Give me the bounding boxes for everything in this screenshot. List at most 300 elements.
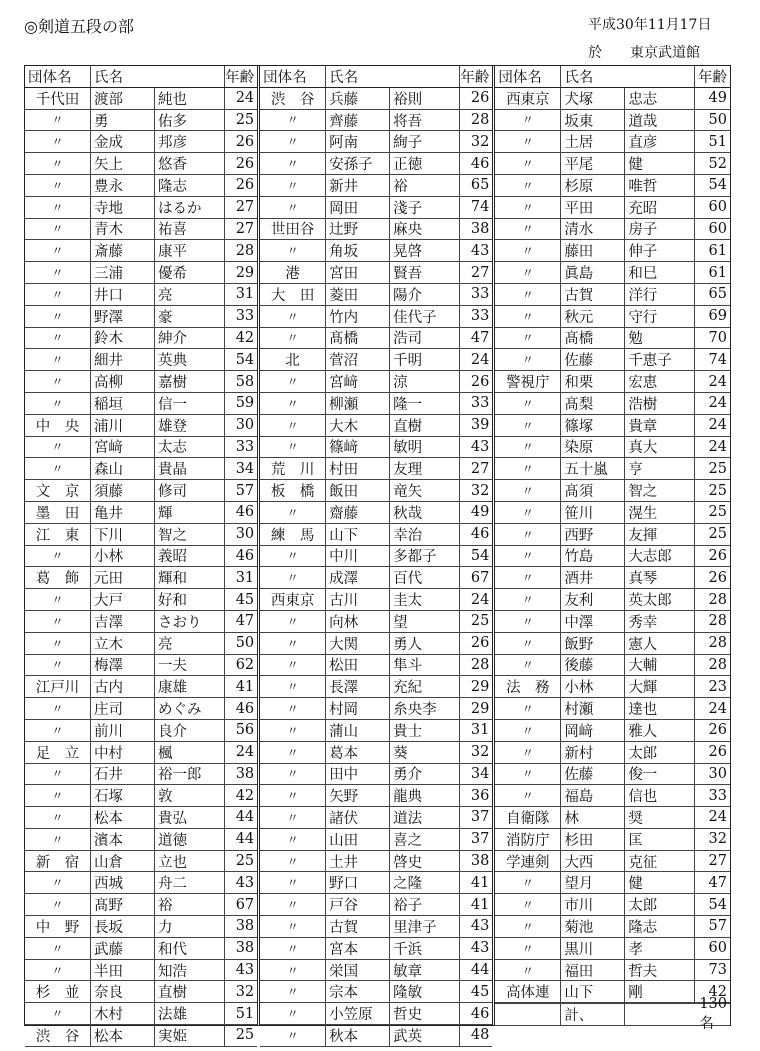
table-row xyxy=(25,284,257,306)
given-name-cell: 裕 xyxy=(390,175,460,196)
age-cell: 24 xyxy=(470,351,490,368)
org-cell: 〃 xyxy=(495,284,561,305)
age-cell: 47 xyxy=(235,613,255,630)
age-cell: 24 xyxy=(708,809,727,826)
given-name-cell: 充昭 xyxy=(625,197,695,218)
table-row xyxy=(495,938,730,960)
surname-cell: 平田 xyxy=(561,197,625,218)
age-cell: 24 xyxy=(708,395,727,412)
org-cell: 〃 xyxy=(25,153,91,174)
given-name-cell: 麻央 xyxy=(390,219,460,240)
table-row xyxy=(495,480,730,502)
org-cell: 西東京 xyxy=(495,88,561,109)
age-cell: 32 xyxy=(470,744,490,761)
surname-cell: 小林 xyxy=(561,676,625,697)
age-cell: 69 xyxy=(708,308,727,325)
surname-cell: 村瀬 xyxy=(561,698,625,719)
org-cell: 〃 xyxy=(25,393,91,414)
age-cell: 67 xyxy=(235,896,255,913)
given-name-cell: 太郎 xyxy=(625,894,695,915)
surname-cell: 染原 xyxy=(561,437,625,458)
age-cell: 26 xyxy=(470,635,490,652)
table-row xyxy=(260,611,492,633)
given-name-cell: 貴士 xyxy=(390,720,460,741)
table-row xyxy=(25,829,257,851)
table-row xyxy=(495,262,730,284)
table-row xyxy=(25,938,257,960)
age-cell: 73 xyxy=(708,962,727,979)
age-cell: 65 xyxy=(470,177,490,194)
table-row xyxy=(495,916,730,938)
table-row xyxy=(495,524,730,546)
org-cell: 西東京 xyxy=(260,589,326,610)
surname-cell: 大木 xyxy=(326,415,390,436)
surname-cell: 黒川 xyxy=(561,938,625,959)
age-cell: 24 xyxy=(470,591,490,608)
header-name-spacer xyxy=(390,66,460,87)
age-cell: 31 xyxy=(235,286,255,303)
age-cell: 26 xyxy=(708,547,727,564)
surname-cell: 土井 xyxy=(326,851,390,872)
table-row xyxy=(495,981,730,1003)
org-cell: 〃 xyxy=(495,480,561,501)
table-row xyxy=(260,981,492,1003)
given-name-cell: 太志 xyxy=(155,437,225,458)
org-cell: 〃 xyxy=(25,589,91,610)
surname-cell: 山倉 xyxy=(91,851,155,872)
given-name-cell: 充紀 xyxy=(390,676,460,697)
org-cell: 〃 xyxy=(260,371,326,392)
org-cell: 〃 xyxy=(260,175,326,196)
surname-cell: 福島 xyxy=(561,785,625,806)
given-name-cell: 克征 xyxy=(625,851,695,872)
surname-cell: 栄国 xyxy=(326,960,390,981)
surname-cell: 大関 xyxy=(326,633,390,654)
org-cell: 〃 xyxy=(260,633,326,654)
table-row xyxy=(260,894,492,916)
org-cell: 江戸川 xyxy=(25,676,91,697)
org-cell: 〃 xyxy=(260,1003,326,1024)
given-name-cell: 康平 xyxy=(155,240,225,261)
org-cell: 〃 xyxy=(25,458,91,479)
table-row xyxy=(495,415,730,437)
table-row xyxy=(25,851,257,873)
given-name-cell: 義昭 xyxy=(155,546,225,567)
given-name-cell: 佳代子 xyxy=(390,306,460,327)
org-cell: 〃 xyxy=(260,502,326,523)
table-row xyxy=(260,458,492,480)
org-cell: 〃 xyxy=(25,720,91,741)
given-name-cell: 裕子 xyxy=(390,894,460,915)
age-cell: 34 xyxy=(235,460,255,477)
surname-cell: 石塚 xyxy=(91,785,155,806)
given-name-cell: 亮 xyxy=(155,633,225,654)
age-cell: 27 xyxy=(235,199,255,216)
surname-cell: 小笠原 xyxy=(326,1003,390,1024)
surname-cell: 亀井 xyxy=(91,502,155,523)
age-cell: 42 xyxy=(235,787,255,804)
surname-cell: 成澤 xyxy=(326,567,390,588)
surname-cell: 村田 xyxy=(326,458,390,479)
given-name-cell: 貴弘 xyxy=(155,807,225,828)
surname-cell: 濱本 xyxy=(91,829,155,850)
given-name-cell: 信也 xyxy=(625,785,695,806)
org-cell: 〃 xyxy=(495,393,561,414)
age-cell: 26 xyxy=(708,569,727,586)
age-cell: 27 xyxy=(470,264,490,281)
age-cell: 26 xyxy=(470,90,490,107)
surname-cell: 諸伏 xyxy=(326,807,390,828)
age-cell: 27 xyxy=(470,460,490,477)
table-row xyxy=(495,458,730,480)
table-row xyxy=(260,524,492,546)
org-cell: 〃 xyxy=(260,153,326,174)
given-name-cell: 優希 xyxy=(155,262,225,283)
given-name-cell: 和代 xyxy=(155,938,225,959)
org-cell: 〃 xyxy=(260,698,326,719)
surname-cell: 齊藤 xyxy=(326,110,390,131)
given-name-cell: 正徳 xyxy=(390,153,460,174)
surname-cell: 青木 xyxy=(91,219,155,240)
table-row xyxy=(495,393,730,415)
age-cell: 65 xyxy=(708,286,727,303)
surname-cell: 渡部 xyxy=(91,88,155,109)
org-cell: 文 京 xyxy=(25,480,91,501)
org-cell: 葛 飾 xyxy=(25,567,91,588)
table-row xyxy=(25,110,257,132)
age-cell: 43 xyxy=(235,962,255,979)
surname-cell: 角坂 xyxy=(326,240,390,261)
table-row xyxy=(260,262,492,284)
org-cell xyxy=(495,1004,561,1025)
table-row xyxy=(495,785,730,807)
age-cell: 43 xyxy=(470,242,490,259)
total-label: 計、 xyxy=(561,1004,625,1025)
given-name-cell: 勉 xyxy=(625,328,695,349)
table-row xyxy=(495,219,730,241)
table-row xyxy=(260,938,492,960)
table-row xyxy=(260,720,492,742)
roster-column xyxy=(257,66,492,1045)
given-name-cell: 糸央李 xyxy=(390,698,460,719)
table-row xyxy=(25,415,257,437)
given-name-cell: 孝 xyxy=(625,938,695,959)
surname-cell: 宮本 xyxy=(326,938,390,959)
org-cell: 〃 xyxy=(25,633,91,654)
table-row xyxy=(25,240,257,262)
org-cell: 荒 川 xyxy=(260,458,326,479)
given-name-cell: 龍典 xyxy=(390,785,460,806)
table-row xyxy=(260,349,492,371)
surname-cell: 矢野 xyxy=(326,785,390,806)
surname-cell: 向林 xyxy=(326,611,390,632)
org-cell: 〃 xyxy=(495,502,561,523)
given-name-cell: 勇介 xyxy=(390,764,460,785)
surname-cell: 竹島 xyxy=(561,546,625,567)
surname-cell: 宮﨑 xyxy=(326,371,390,392)
given-name-cell: 雄登 xyxy=(155,415,225,436)
table-row xyxy=(260,437,492,459)
header-name: 氏名 xyxy=(564,69,594,86)
age-cell: 44 xyxy=(235,809,255,826)
surname-cell: 宗本 xyxy=(326,981,390,1002)
org-cell: 港 xyxy=(260,262,326,283)
table-row xyxy=(495,589,730,611)
given-name-cell: 輝和 xyxy=(155,567,225,588)
table-row xyxy=(25,676,257,698)
age-cell: 25 xyxy=(708,460,727,477)
age-cell: 23 xyxy=(708,678,727,695)
org-cell: 〃 xyxy=(495,546,561,567)
given-name-cell: 里津子 xyxy=(390,916,460,937)
surname-cell: 豊永 xyxy=(91,175,155,196)
age-cell: 29 xyxy=(470,678,490,695)
surname-cell: 清水 xyxy=(561,219,625,240)
given-name-cell: 亨 xyxy=(625,458,695,479)
surname-cell: 前川 xyxy=(91,720,155,741)
org-cell: 〃 xyxy=(25,371,91,392)
org-cell: 自衛隊 xyxy=(495,807,561,828)
given-name-cell: 達也 xyxy=(625,698,695,719)
org-cell: 〃 xyxy=(25,960,91,981)
surname-cell: 吉澤 xyxy=(91,611,155,632)
org-cell: 〃 xyxy=(260,785,326,806)
header-org: 団体名 xyxy=(260,66,326,87)
age-cell: 51 xyxy=(708,133,727,150)
surname-cell: 新井 xyxy=(326,175,390,196)
surname-cell: 井口 xyxy=(91,284,155,305)
surname-cell: 長坂 xyxy=(91,916,155,937)
table-row xyxy=(260,219,492,241)
given-name-cell: 舟二 xyxy=(155,872,225,893)
org-cell: 〃 xyxy=(495,894,561,915)
org-cell: 〃 xyxy=(495,611,561,632)
surname-cell: 野澤 xyxy=(91,306,155,327)
surname-cell: 庄司 xyxy=(91,698,155,719)
given-name-cell: 匡 xyxy=(625,829,695,850)
age-cell: 25 xyxy=(708,504,727,521)
given-name-cell: 将吾 xyxy=(390,110,460,131)
age-cell: 29 xyxy=(235,264,255,281)
given-name-cell: 隆志 xyxy=(155,175,225,196)
age-cell: 57 xyxy=(708,918,727,935)
org-cell: 〃 xyxy=(25,262,91,283)
surname-cell: 宮田 xyxy=(326,262,390,283)
surname-cell: 西城 xyxy=(91,872,155,893)
given-name-cell: 啓史 xyxy=(390,851,460,872)
org-cell: 〃 xyxy=(25,894,91,915)
given-name-cell: 哲史 xyxy=(390,1003,460,1024)
given-name-cell: 伸子 xyxy=(625,240,695,261)
venue-prefix: 於 xyxy=(588,45,602,61)
org-cell: 〃 xyxy=(495,742,561,763)
age-cell: 24 xyxy=(235,90,255,107)
age-cell: 67 xyxy=(470,569,490,586)
table-row xyxy=(260,1003,492,1025)
surname-cell: 齋藤 xyxy=(326,502,390,523)
table-row xyxy=(495,131,730,153)
roster-table xyxy=(24,65,731,1045)
surname-cell: 新村 xyxy=(561,742,625,763)
surname-cell: 飯田 xyxy=(326,480,390,501)
org-cell: 〃 xyxy=(495,153,561,174)
table-row xyxy=(260,655,492,677)
table-row xyxy=(495,88,730,110)
org-cell: 〃 xyxy=(25,175,91,196)
table-row xyxy=(495,894,730,916)
org-cell: 〃 xyxy=(495,938,561,959)
age-cell: 38 xyxy=(470,220,490,237)
total-row xyxy=(495,996,730,1033)
given-name-cell: 千浜 xyxy=(390,938,460,959)
table-row xyxy=(495,502,730,524)
age-cell: 52 xyxy=(708,155,727,172)
org-cell: 〃 xyxy=(25,764,91,785)
table-row xyxy=(260,851,492,873)
table-row xyxy=(25,175,257,197)
surname-cell: 宮﨑 xyxy=(91,437,155,458)
given-name-cell: はるか xyxy=(155,197,225,218)
header-name-spacer xyxy=(625,66,695,87)
surname-cell: 山下 xyxy=(326,524,390,545)
surname-cell: 兵藤 xyxy=(326,88,390,109)
age-cell: 33 xyxy=(235,308,255,325)
column-header xyxy=(495,66,730,88)
org-cell: 新 宿 xyxy=(25,851,91,872)
age-cell: 28 xyxy=(235,242,255,259)
org-cell: 〃 xyxy=(495,328,561,349)
given-name-cell: 圭太 xyxy=(390,589,460,610)
org-cell: 足 立 xyxy=(25,742,91,763)
org-cell: 〃 xyxy=(495,960,561,981)
given-name-cell: 俊一 xyxy=(625,764,695,785)
given-name-cell: 浩司 xyxy=(390,328,460,349)
age-cell: 32 xyxy=(470,482,490,499)
given-name-cell: 千恵子 xyxy=(625,349,695,370)
surname-cell: 五十嵐 xyxy=(561,458,625,479)
org-cell: 〃 xyxy=(25,611,91,632)
table-row xyxy=(495,546,730,568)
given-name-cell: 滉生 xyxy=(625,502,695,523)
given-name-cell: 竜矢 xyxy=(390,480,460,501)
table-row xyxy=(25,807,257,829)
table-row xyxy=(25,480,257,502)
given-name-cell: 葵 xyxy=(390,742,460,763)
given-name-cell: 武英 xyxy=(390,1025,460,1046)
given-name-cell: 貴章 xyxy=(625,415,695,436)
table-row xyxy=(260,567,492,589)
surname-cell: 林 xyxy=(561,807,625,828)
table-row xyxy=(25,1025,257,1047)
surname-cell: 和栗 xyxy=(561,371,625,392)
table-row xyxy=(260,546,492,568)
age-cell: 46 xyxy=(470,526,490,543)
age-cell: 46 xyxy=(235,700,255,717)
header-name-spacer xyxy=(155,66,225,87)
table-row xyxy=(25,611,257,633)
table-row xyxy=(260,829,492,851)
surname-cell: 大戸 xyxy=(91,589,155,610)
given-name-cell: 力 xyxy=(155,916,225,937)
table-row xyxy=(495,872,730,894)
given-name-cell: 洋行 xyxy=(625,284,695,305)
table-row xyxy=(495,110,730,132)
surname-cell: 浦川 xyxy=(91,415,155,436)
org-cell: 〃 xyxy=(25,284,91,305)
age-cell: 44 xyxy=(470,962,490,979)
age-cell: 34 xyxy=(470,765,490,782)
given-name-cell: 賢吾 xyxy=(390,262,460,283)
given-name-cell: 大輝 xyxy=(625,676,695,697)
given-name-cell: 悠香 xyxy=(155,153,225,174)
given-name-cell: 英太郎 xyxy=(625,589,695,610)
age-cell: 32 xyxy=(708,831,727,848)
org-cell: 北 xyxy=(260,349,326,370)
surname-cell: 金成 xyxy=(91,131,155,152)
given-name-cell: 隆志 xyxy=(625,916,695,937)
table-row xyxy=(25,153,257,175)
surname-cell: 小林 xyxy=(91,546,155,567)
given-name-cell: 宏恵 xyxy=(625,371,695,392)
age-cell: 37 xyxy=(470,809,490,826)
table-row xyxy=(495,698,730,720)
given-name-cell: 英典 xyxy=(155,349,225,370)
age-cell: 61 xyxy=(708,264,727,281)
given-name-cell: 友理 xyxy=(390,458,460,479)
org-cell: 〃 xyxy=(495,197,561,218)
table-row xyxy=(260,742,492,764)
org-cell: 〃 xyxy=(495,110,561,131)
org-cell: 〃 xyxy=(260,764,326,785)
org-cell: 〃 xyxy=(260,328,326,349)
age-cell: 47 xyxy=(470,329,490,346)
org-cell: 〃 xyxy=(495,306,561,327)
given-name-cell: 友揮 xyxy=(625,524,695,545)
surname-cell: 三浦 xyxy=(91,262,155,283)
table-row xyxy=(260,676,492,698)
age-cell: 74 xyxy=(708,351,727,368)
given-name-cell: 真琴 xyxy=(625,567,695,588)
table-row xyxy=(495,851,730,873)
given-name-cell: 隼斗 xyxy=(390,655,460,676)
age-cell: 46 xyxy=(235,504,255,521)
given-name-cell: 房子 xyxy=(625,219,695,240)
age-cell: 26 xyxy=(708,744,727,761)
surname-cell: 髙野 xyxy=(91,894,155,915)
surname-cell: 犬塚 xyxy=(561,88,625,109)
age-cell: 54 xyxy=(708,177,727,194)
table-row xyxy=(260,589,492,611)
given-name-cell: 貴晶 xyxy=(155,458,225,479)
header-name: 氏名 xyxy=(329,69,359,86)
table-row xyxy=(495,153,730,175)
org-cell: 〃 xyxy=(25,219,91,240)
table-row xyxy=(25,546,257,568)
org-cell: 〃 xyxy=(495,219,561,240)
surname-cell: 笹川 xyxy=(561,502,625,523)
age-cell: 45 xyxy=(235,591,255,608)
table-row xyxy=(25,567,257,589)
age-cell: 49 xyxy=(708,90,727,107)
org-cell: 〃 xyxy=(495,589,561,610)
surname-cell: 市川 xyxy=(561,894,625,915)
table-row xyxy=(495,720,730,742)
age-cell: 28 xyxy=(708,591,727,608)
org-cell: 〃 xyxy=(495,524,561,545)
surname-cell: 斎藤 xyxy=(91,240,155,261)
given-name-cell: さおり xyxy=(155,611,225,632)
table-row xyxy=(260,916,492,938)
